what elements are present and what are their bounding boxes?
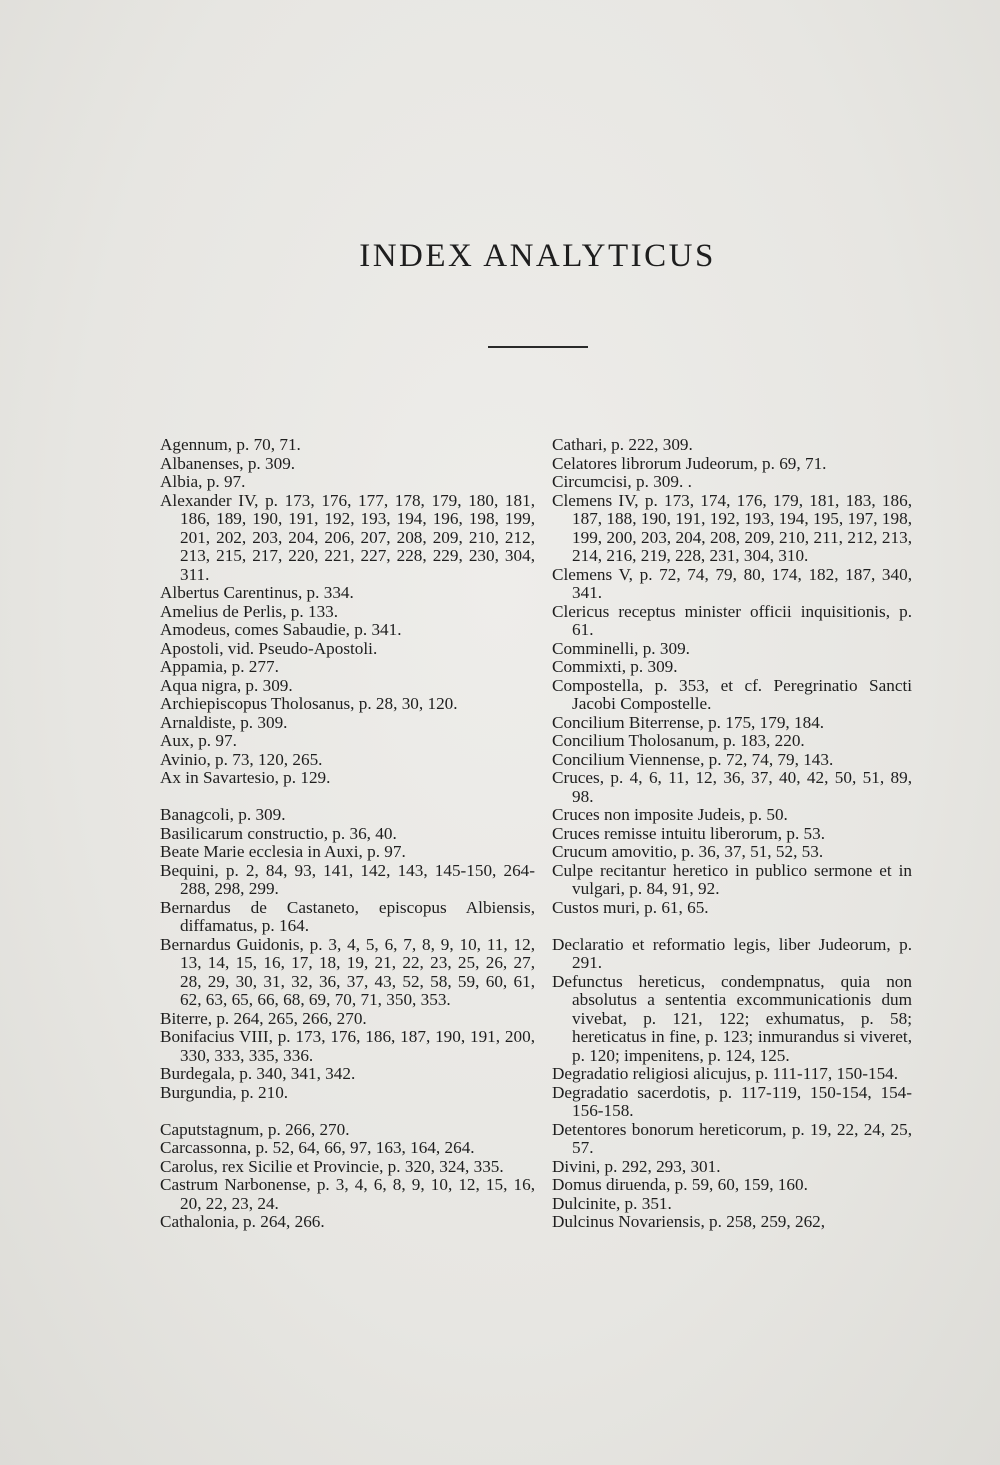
page-title: INDEX ANALYTICUS (359, 238, 716, 274)
index-entry: Custos muri, p. 61, 65. (552, 897, 709, 917)
letter-section-gap (552, 917, 912, 936)
index-entry: Bernardus de Castaneto, episcopus Albiensis, diffamatus, p. 164. (160, 897, 535, 935)
index-entry: Bequini, p. 2, 84, 93, 141, 142, 143, 145-150, 264-288, 298, 299. (160, 860, 535, 898)
index-entry: Albanenses, p. 309. (160, 453, 296, 473)
index-entry: Bernardus Guidonis, p. 3, 4, 5, 6, 7, 8, 9, 10, 11, 12, 13, 14, 15, 16, 17, 18, 19, 21, 22, 23, 25, 26, 27, 28, 29, 30, 31, 32, 36, 37, 43, 52, 58, 59, 60, 61, 62, 63, 65, 66, 68, 69, 70, 71, 350, 353. (160, 934, 535, 1009)
index-entry: Appamia, p. 277. (160, 657, 279, 676)
index-entry: Cathari, p. 222, 309. (552, 435, 693, 454)
index-entry: Biterre, p. 264, 265, 266, 270. (160, 1008, 367, 1028)
index-entry: Compostella, p. 353, et cf. Peregrinatio Sancti Jacobi Compostelle. (552, 675, 912, 713)
index-entry: Dulcinite, p. 351. (552, 1193, 672, 1213)
index-entry: Cruces remisse intuitu liberorum, p. 53. (552, 823, 826, 843)
index-entry: Arnaldiste, p. 309. (160, 712, 288, 732)
index-entry: Declaratio et reformatio legis, liber Judeorum, p. 291. (552, 934, 912, 972)
index-column-right (552, 436, 912, 1232)
index-entry: Burgundia, p. 210. (160, 1082, 289, 1102)
index-entry: Comminelli, p. 309. (552, 638, 690, 658)
index-entry: Caputstagnum, p. 266, 270. (160, 1119, 350, 1139)
index-entry: Carolus, rex Sicilie et Provincie, p. 320, 324, 335. (160, 1156, 504, 1176)
index-entry: Clemens V, p. 72, 74, 79, 80, 174, 182, 187, 340, 341. (552, 564, 912, 602)
index-entry: Cathalonia, p. 264, 266. (160, 1212, 325, 1231)
index-entry: Cruces, p. 4, 6, 11, 12, 36, 37, 40, 42, 50, 51, 89, 98. (552, 768, 912, 806)
index-entry: Archiepiscopus Tholosanus, p. 28, 30, 120. (160, 694, 458, 713)
index-entry: Concilium Tholosanum, p. 183, 220. (552, 731, 805, 750)
letter-section-gap (160, 1102, 535, 1121)
index-entry: Albia, p. 97. (160, 472, 246, 491)
index-entry: Domus diruenda, p. 59, 60, 159, 160. (552, 1175, 808, 1194)
index-entry: Basilicarum constructio, p. 36, 40. (160, 823, 397, 843)
index-entry: Detentores bonorum hereticorum, p. 19, 22, 24, 25, 57. (552, 1119, 912, 1157)
index-entry: Beate Marie ecclesia in Auxi, p. 97. (160, 842, 406, 861)
index-entry: Cruces non imposite Judeis, p. 50. (552, 805, 788, 824)
index-column-left (160, 436, 535, 1232)
index-entry: Clemens IV, p. 173, 174, 176, 179, 181, 183, 186, 187, 188, 190, 191, 192, 193, 194, 195, 197, 198, 199, 200, 203, 204, 208, 209, 210, 211, 212, 213, 214, 216, 219, 228, 231, 304, 310. (552, 490, 912, 565)
index-entry: Crucum amovitio, p. 36, 37, 51, 52, 53. (552, 842, 824, 861)
index-entry: Degradatio religiosi alicujus, p. 111-117, 150-154. (552, 1064, 899, 1083)
index-entry: Apostoli, vid. Pseudo-Apostoli. (160, 638, 378, 658)
index-entry: Celatores librorum Judeorum, p. 69, 71. (552, 453, 827, 473)
index-entry: Carcassonna, p. 52, 64, 66, 97, 163, 164, 264. (160, 1138, 475, 1157)
letter-section-gap (160, 788, 535, 807)
index-entry: Banagcoli, p. 309. (160, 805, 286, 824)
index-entry: Concilium Biterrense, p. 175, 179, 184. (552, 712, 825, 732)
index-entry: Burdegala, p. 340, 341, 342. (160, 1064, 356, 1083)
index-entry: Amodeus, comes Sabaudie, p. 341. (160, 620, 402, 639)
index-entry: Aqua nigra, p. 309. (160, 675, 293, 695)
index-entry: Concilium Viennense, p. 72, 74, 79, 143. (552, 749, 834, 769)
index-entry: Degradatio sacerdotis, p. 117-119, 150-154, 154-156-158. (552, 1082, 912, 1120)
index-entry: Commixti, p. 309. (552, 657, 678, 676)
title-rule (488, 346, 588, 348)
index-entry: Circumcisi, p. 309. . (552, 472, 692, 491)
index-entry: Alexander IV, p. 173, 176, 177, 178, 179, 180, 181, 186, 189, 190, 191, 192, 193, 194, 196, 198, 199, 201, 202, 203, 204, 206, 207, 208, 209, 210, 212, 213, 215, 217, 220, 221, 227, 228, 229, 230, 304, 311. (160, 490, 535, 584)
index-entry: Dulcinus Novariensis, p. 258, 259, 262, (552, 1212, 826, 1231)
index-entry: Agennum, p. 70, 71. (160, 435, 301, 454)
index-entry: Divini, p. 292, 293, 301. (552, 1156, 721, 1176)
index-entry: Aux, p. 97. (160, 731, 237, 750)
index-entry: Ax in Savartesio, p. 129. (160, 768, 331, 787)
index-entry: Defunctus hereticus, condempnatus, quia non absolutus a sententia excommunicationis dum vivebat, p. 121, 122; exhumatus, p. 58; hereticatus in fine, p. 123; inmurandus si viveret, p. 120; impenitens, p. 124, 125. (552, 971, 912, 1065)
index-entry: Albertus Carentinus, p. 334. (160, 583, 354, 602)
index-entry: Clericus receptus minister officii inquisitionis, p. 61. (552, 601, 912, 639)
index-entry: Castrum Narbonense, p. 3, 4, 6, 8, 9, 10, 12, 15, 16, 20, 22, 23, 24. (160, 1175, 535, 1213)
index-entry: Amelius de Perlis, p. 133. (160, 601, 339, 621)
index-entry: Bonifacius VIII, p. 173, 176, 186, 187, 190, 191, 200, 330, 333, 335, 336. (160, 1027, 535, 1065)
index-entry: Culpe recitantur heretico in publico sermone et in vulgari, p. 84, 91, 92. (552, 860, 912, 898)
index-entry: Avinio, p. 73, 120, 265. (160, 749, 323, 769)
